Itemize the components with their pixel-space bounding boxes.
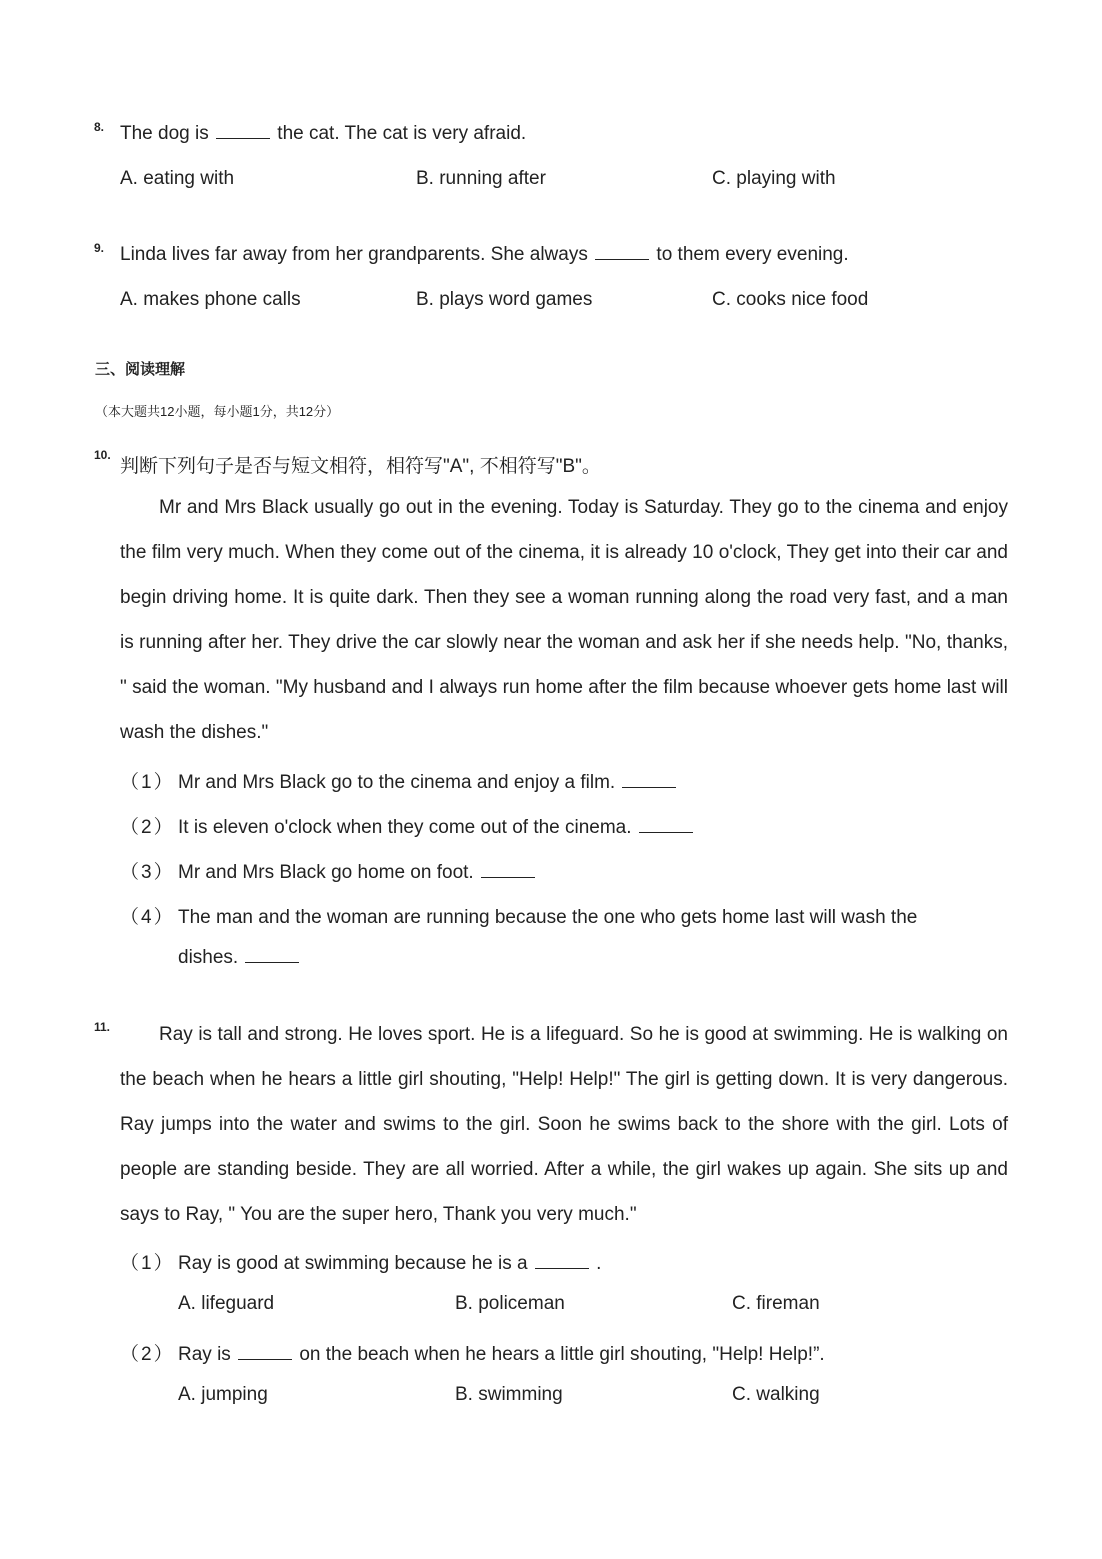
- sub-question: [120, 1248, 601, 1275]
- reading-passage: Ray is tall and strong. He loves sport. He is a lifeguard. So he is good at swimming. He is walking on the beach when he hears a little girl shouting, "Help! Help!" The girl is getting down. It is very dangerous. Ray jumps into the water and swims to the girl. Soon he swims back to the shore with the girl. Lots of people are standing beside. They are all worried. After a while, the girl wakes up again. She sits up and says to Ray, " You are the super hero, Thank you very much.": [120, 1024, 1008, 1225]
- option-a[interactable]: A. eating with: [120, 168, 235, 189]
- answer-blank[interactable]: [481, 876, 535, 878]
- answer-blank[interactable]: [535, 1267, 589, 1269]
- item-label: （3）: [120, 862, 175, 883]
- question-instruction: 判断下列句子是否与短文相符，相符写"A", 不相符写"B"。: [120, 456, 601, 477]
- option-b[interactable]: B. swimming: [455, 1384, 563, 1405]
- stem-text: to them every evening.: [656, 244, 849, 265]
- option-b[interactable]: B. policeman: [455, 1293, 565, 1314]
- option-a[interactable]: A. jumping: [178, 1384, 268, 1405]
- question-number: 10.: [94, 448, 111, 462]
- item-text: .: [596, 1253, 602, 1274]
- option-c[interactable]: C. walking: [732, 1384, 820, 1405]
- sub-question-continuation: [178, 947, 301, 969]
- sub-question: [120, 767, 678, 794]
- question-number: 9.: [94, 241, 105, 255]
- question-stem: [120, 123, 526, 145]
- option-b[interactable]: B. plays word games: [416, 289, 593, 310]
- sub-question: [120, 812, 695, 839]
- question-number: 11.: [94, 1020, 111, 1034]
- option-b[interactable]: B. running after: [416, 168, 546, 189]
- item-text: Mr and Mrs Black go home on foot.: [178, 862, 474, 883]
- item-label: （1）: [120, 772, 175, 793]
- item-label: （2）: [120, 1344, 175, 1365]
- item-label: （2）: [120, 817, 175, 838]
- answer-blank[interactable]: [595, 258, 649, 260]
- answer-blank[interactable]: [622, 786, 676, 788]
- item-text: Ray is: [178, 1344, 231, 1365]
- item-text: on the beach when he hears a little girl shouting, "Help! Help!”.: [299, 1344, 825, 1365]
- section-note: （本大题共12小题，每小题1分，共12分）: [95, 404, 340, 419]
- item-text: dishes.: [178, 947, 239, 968]
- answer-blank[interactable]: [216, 137, 270, 139]
- item-label: （4）: [120, 907, 175, 928]
- sub-question: [120, 1339, 825, 1366]
- answer-blank[interactable]: [639, 831, 693, 833]
- answer-blank[interactable]: [245, 961, 299, 963]
- question-number: 8.: [94, 120, 105, 134]
- option-a[interactable]: A. lifeguard: [178, 1293, 275, 1314]
- section-title: 三、阅读理解: [95, 361, 186, 378]
- item-label: （1）: [120, 1253, 175, 1274]
- question-stem: [120, 244, 849, 266]
- reading-passage: Mr and Mrs Black usually go out in the evening. Today is Saturday. They go to the cinema and enjoy the film very much. When they come out of the cinema, it is already 10 o'clock, They get into their car and begin driving home. It is quite dark. Then they see a woman running along the road very fast, and a man is running after her. They drive the car slowly near the woman and ask her if she needs help. "No, thanks, " said the woman. "My husband and I always run home after the film because whoever gets home last will wash the dishes.": [120, 497, 1008, 743]
- item-text: The man and the woman are running because the one who gets home last will wash the: [178, 907, 918, 928]
- stem-text: the cat. The cat is very afraid.: [277, 123, 527, 144]
- sub-question: [120, 902, 917, 929]
- item-text: Ray is good at swimming because he is a: [178, 1253, 528, 1274]
- answer-blank[interactable]: [238, 1358, 292, 1360]
- item-text: Mr and Mrs Black go to the cinema and enjoy a film.: [178, 772, 616, 793]
- stem-text: The dog is: [120, 123, 209, 144]
- option-c[interactable]: C. playing with: [712, 168, 836, 189]
- option-a[interactable]: A. makes phone calls: [120, 289, 301, 310]
- option-c[interactable]: C. fireman: [732, 1293, 820, 1314]
- sub-question: [120, 857, 537, 884]
- stem-text: Linda lives far away from her grandparents. She always: [120, 244, 588, 265]
- item-text: It is eleven o'clock when they come out of the cinema.: [178, 817, 632, 838]
- option-c[interactable]: C. cooks nice food: [712, 289, 869, 310]
